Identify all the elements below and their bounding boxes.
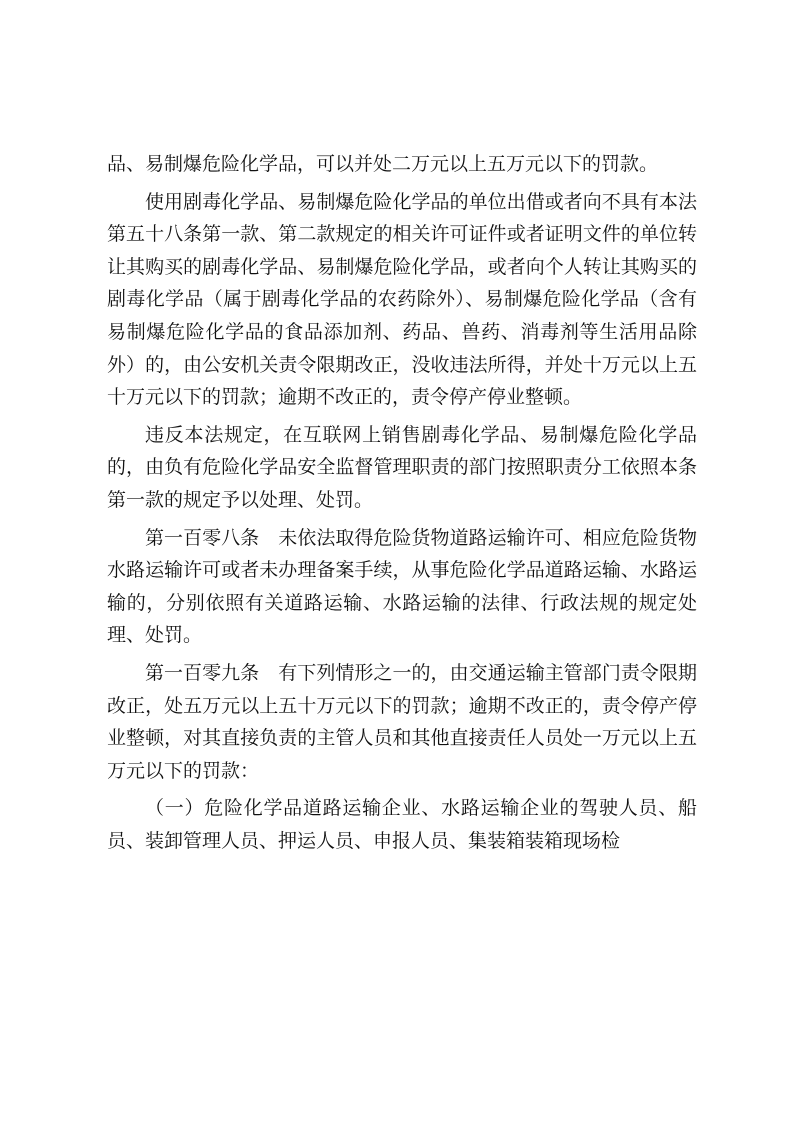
- paragraph-continuation: 品、易制爆危险化学品，可以并处二万元以上五万元以下的罚款。: [107, 153, 659, 175]
- article-108-paragraph: 第一百零八条 未依法取得危险货物道路运输许可、相应危险货物水路运输许可或者未办理备案手续，从事危险化学品道路运输、水路运输的，分别依照有关道路运输、水路运输的法律、行政法规的规定处理、处罚。: [107, 526, 697, 647]
- paragraph: 使用剧毒化学品、易制爆危险化学品的单位出借或者向不具有本法第五十八条第一款、第二款规定的相关许可证件或者证明文件的单位转让其购买的剧毒化学品、易制爆危险化学品，或者向个人转让其购买的剧毒化学品（属于剧毒化学品的农药除外）、易制爆危险化学品（含有易制爆危险化学品的食品添加剂、药品、兽药、消毒剂等生活用品除外）的，由公安机关责令限期改正，没收违法所得，并处十万元以上五十万元以下的罚款；逾期不改正的，责令停产停业整顿。: [107, 190, 697, 409]
- document-body: [107, 148, 697, 857]
- paragraph: 违反本法规定，在互联网上销售剧毒化学品、易制爆危险化学品的，由负有危险化学品安全监督管理职责的部门按照职责分工依照本条第一款的规定予以处理、处罚。: [107, 423, 697, 511]
- article-109-paragraph: 第一百零九条 有下列情形之一的，由交通运输主管部门责令限期改正，处五万元以上五十万元以下的罚款；逾期不改正的，责令停产停业整顿，对其直接负责的主管人员和其他直接责任人员处一万元以上五万元以下的罚款：: [107, 661, 697, 782]
- list-item-1: （一）危险化学品道路运输企业、水路运输企业的驾驶人员、船员、装卸管理人员、押运人员、申报人员、集装箱装箱现场检: [107, 797, 697, 852]
